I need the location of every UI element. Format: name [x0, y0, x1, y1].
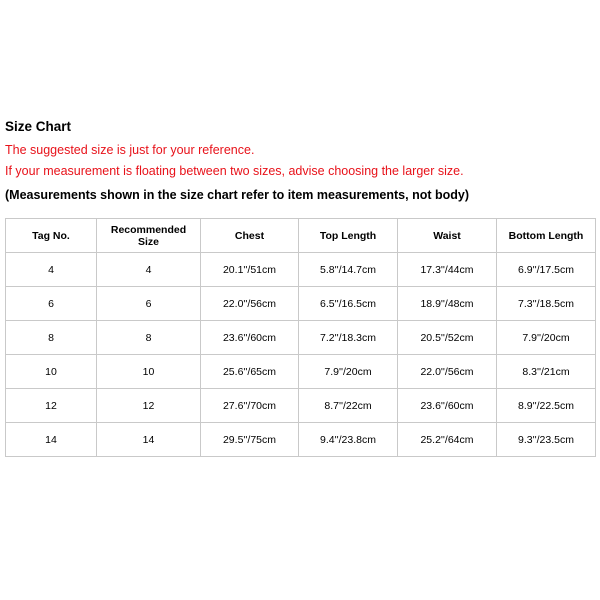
cell-recommended-size: 6: [97, 287, 201, 321]
measurement-disclaimer: (Measurements shown in the size chart refer to item measurements, not body): [5, 188, 469, 202]
column-header-tag-no: Tag No.: [6, 219, 97, 253]
column-header-top-length: Top Length: [299, 219, 398, 253]
cell-waist: 17.3''/44cm: [398, 253, 497, 287]
column-header-waist: Waist: [398, 219, 497, 253]
cell-bottom-length: 8.9''/22.5cm: [497, 389, 596, 423]
reference-note-line-2: If your measurement is floating between two sizes, advise choosing the larger size.: [5, 164, 464, 178]
cell-tag-no: 8: [6, 321, 97, 355]
table-row: [6, 423, 596, 457]
header-block: [5, 118, 595, 206]
cell-bottom-length: 6.9''/17.5cm: [497, 253, 596, 287]
cell-chest: 22.0''/56cm: [201, 287, 299, 321]
table-row: [6, 355, 596, 389]
table-row: [6, 253, 596, 287]
cell-top-length: 5.8''/14.7cm: [299, 253, 398, 287]
cell-top-length: 8.7''/22cm: [299, 389, 398, 423]
cell-bottom-length: 8.3''/21cm: [497, 355, 596, 389]
cell-bottom-length: 7.9''/20cm: [497, 321, 596, 355]
page-title: Size Chart: [5, 119, 72, 134]
cell-recommended-size: 10: [97, 355, 201, 389]
cell-waist: 18.9''/48cm: [398, 287, 497, 321]
table-header-row: [6, 219, 596, 253]
cell-tag-no: 12: [6, 389, 97, 423]
cell-chest: 20.1''/51cm: [201, 253, 299, 287]
cell-chest: 25.6''/65cm: [201, 355, 299, 389]
cell-bottom-length: 9.3''/23.5cm: [497, 423, 596, 457]
cell-waist: 22.0''/56cm: [398, 355, 497, 389]
cell-top-length: 6.5''/16.5cm: [299, 287, 398, 321]
cell-waist: 23.6''/60cm: [398, 389, 497, 423]
cell-top-length: 9.4''/23.8cm: [299, 423, 398, 457]
reference-note-line-1: The suggested size is just for your reference.: [5, 143, 255, 157]
cell-top-length: 7.2''/18.3cm: [299, 321, 398, 355]
cell-tag-no: 14: [6, 423, 97, 457]
cell-waist: 25.2''/64cm: [398, 423, 497, 457]
column-header-bottom-length: Bottom Length: [497, 219, 596, 253]
table-row: [6, 321, 596, 355]
cell-recommended-size: 14: [97, 423, 201, 457]
cell-tag-no: 4: [6, 253, 97, 287]
cell-tag-no: 6: [6, 287, 97, 321]
cell-chest: 27.6''/70cm: [201, 389, 299, 423]
column-header-chest: Chest: [201, 219, 299, 253]
cell-waist: 20.5''/52cm: [398, 321, 497, 355]
size-chart-table: [5, 218, 596, 457]
cell-top-length: 7.9''/20cm: [299, 355, 398, 389]
column-header-recommended-size: Recommended Size: [97, 219, 201, 253]
cell-recommended-size: 12: [97, 389, 201, 423]
table-row: [6, 389, 596, 423]
table-row: [6, 287, 596, 321]
cell-chest: 29.5''/75cm: [201, 423, 299, 457]
cell-recommended-size: 8: [97, 321, 201, 355]
cell-tag-no: 10: [6, 355, 97, 389]
cell-chest: 23.6''/60cm: [201, 321, 299, 355]
cell-bottom-length: 7.3''/18.5cm: [497, 287, 596, 321]
cell-recommended-size: 4: [97, 253, 201, 287]
